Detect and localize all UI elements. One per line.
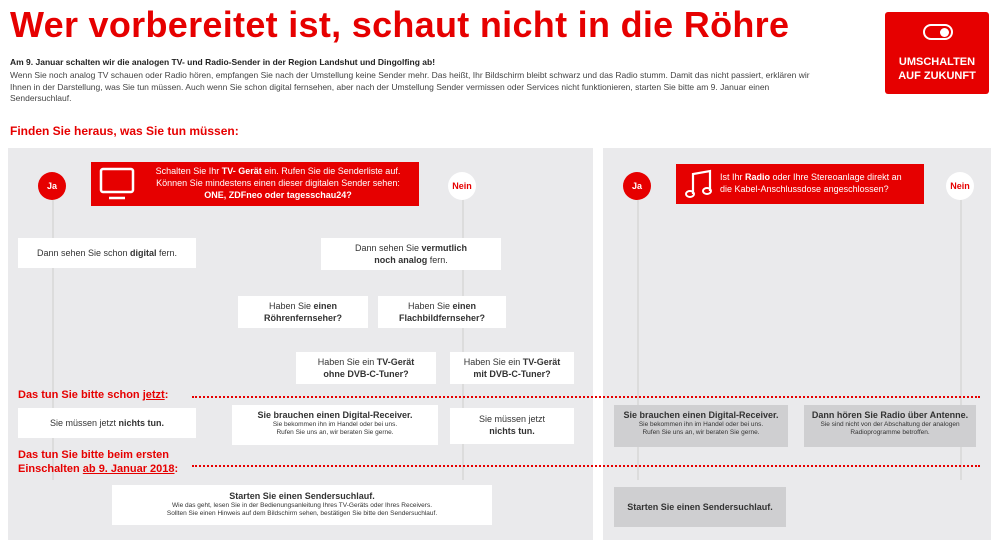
intro-text: Wenn Sie noch analog TV schauen oder Radio hören, empfangen Sie nach der Umstellung keine Sender mehr. Das heißt, Ihr Bildschirm bleibt schwarz und das Radio stumm. Damit das nicht passiert, erklären wir Ihnen in der Darstellung, was Sie tun müssen. Auch wenn Sie schon digital fernsehen, aber nach der Umstellung Sender vermissen oder Services nicht funktionieren, starten Sie bitte am 9. Januar einen Sendersuchlauf. [10,70,810,103]
tv-question-box [91,162,419,206]
nein-badge: Nein [448,172,476,200]
suchlauf-title-tv: Starten Sie einen Sendersuchlauf. [229,491,375,501]
radio-question-c: oder Ihre Stereoanlage direkt an [770,172,902,182]
antenne-small1: Sie sind nicht von der Abschaltung der analogen [820,421,960,428]
suchlauf-small1-tv: Wie das geht, lesen Sie in der Bedienungsanleitung Ihres TV-Geräts oder Ihres Receivers. [171,502,433,509]
nichts1-text-b: nichts tun. [118,418,165,428]
receiver-title-radio: Sie brauchen einen Digital-Receiver. [623,410,779,420]
analog-text-b: vermutlich [421,243,468,253]
toggle-icon [923,24,953,40]
nichts2-text-a: Sie müssen jetzt [478,414,546,424]
tv-question-a: Schalten Sie Ihr [155,166,222,176]
music-note-icon [684,168,714,200]
ersten-text-b: Einschalten [18,463,83,475]
logo-line-1: UMSCHALTEN [898,56,976,68]
suchlauf-small2-tv: Sollten Sie einen Hinweis auf dem Bildschirm sehen, bestätigen Sie bitte den Sendersuchlauf. [166,510,438,517]
ohne-text-a: Haben Sie ein [317,357,377,367]
ohne-text-c: ohne DVB-C-Tuner? [323,369,409,379]
analog-text-d: fern. [427,255,448,265]
ja-badge-radio: Ja [623,172,651,200]
suchlauf-box-radio [614,487,786,527]
tv-panel [8,148,593,540]
nichts-tun-box-2 [450,408,574,444]
radio-panel [603,148,991,540]
analog-text-c: noch analog [374,255,428,265]
analog-text-a: Dann sehen Sie [354,243,422,253]
mit-text-b: TV-Gerät [522,357,561,367]
suchlauf-title-radio: Starten Sie einen Sendersuchlauf. [627,502,773,512]
receiver-small1-radio: Sie bekommen ihn im Handel oder bei uns. [638,421,764,428]
nein-badge-radio: Nein [946,172,974,200]
radio-question-d: die Kabel-Anschlussdose angeschlossen? [720,184,889,194]
receiver-small1-tv: Sie bekommen ihn im Handel oder bei uns. [272,421,398,428]
nichts1-text-a: Sie müssen jetzt [49,418,119,428]
receiver-small2-radio: Rufen Sie uns an, wir beraten Sie gerne. [642,429,760,436]
tv-question-b: TV- Gerät [221,166,262,176]
radio-question-box [676,164,924,204]
digital-box [18,238,196,268]
roehre-text-b: einen [313,301,338,311]
section-ersten [18,448,178,476]
mit-text-a: Haben Sie ein [463,357,523,367]
ohne-tuner-box [296,352,436,384]
flach-text-c: Flachbildfernseher? [398,313,486,323]
ersten-text-d: : [174,463,179,475]
digital-text-c: fern. [156,248,178,258]
receiver-title-tv: Sie brauchen einen Digital-Receiver. [257,410,413,420]
jetzt-text-b: jetzt [142,389,165,401]
receiver-small2-tv: Rufen Sie uns an, wir beraten Sie gerne. [276,429,394,436]
roehre-text-c: Röhrenfernseher? [263,313,343,323]
intro-headline: Am 9. Januar schalten wir die analogen TV- und Radio-Sender in der Region Landshut und Dingolfing ab! [10,57,436,67]
tv-question-d: Können Sie mindestens einen dieser digitalen Sender sehen: [156,178,400,188]
antenne-small2: Radioprogramme betroffen. [850,429,930,436]
divider-jetzt [192,396,980,398]
section-jetzt [18,388,168,402]
mit-text-c: mit DVB-C-Tuner? [473,369,551,379]
tv-question-e: ONE, ZDFneo oder tagesschau24? [204,190,352,200]
page-title: Wer vorbereitet ist, schaut nicht in die Röhre [10,4,790,45]
section-heading: Finden Sie heraus, was Sie tun müssen: [10,124,239,138]
radio-question-b: Radio [745,172,771,182]
mit-tuner-box [450,352,574,384]
roehre-box [238,296,368,328]
receiver-box-radio [614,405,788,447]
flach-box [378,296,506,328]
antenne-box [804,405,976,447]
suchlauf-box-tv [112,485,492,525]
jetzt-text-c: : [164,389,169,401]
ersten-text-c: ab 9. Januar 2018 [82,463,175,475]
nichts2-text-b: nichts tun. [489,426,535,436]
flach-text-a: Haben Sie [407,301,453,311]
digital-text-a: Dann sehen Sie schon [36,248,131,258]
brand-logo [885,12,989,94]
analog-box [321,238,501,270]
jetzt-text-a: Das tun Sie bitte schon [18,389,143,401]
nichts-tun-box-1 [18,408,196,438]
ersten-text-a: Das tun Sie bitte beim ersten [18,449,169,461]
roehre-text-a: Haben Sie [268,301,314,311]
ohne-text-b: TV-Gerät [376,357,415,367]
logo-line-2: AUF ZUKUNFT [898,70,976,82]
divider-ersten [192,465,980,467]
antenne-title: Dann hören Sie Radio über Antenne. [811,410,969,420]
digital-text-b: digital [130,248,157,258]
receiver-box-tv [232,405,438,445]
tv-icon [99,167,135,201]
flach-text-b: einen [452,301,477,311]
tv-question-c: ein. Rufen Sie die Senderliste auf. [261,166,401,176]
radio-question-a: Ist Ihr [720,172,746,182]
ja-badge: Ja [38,172,66,200]
